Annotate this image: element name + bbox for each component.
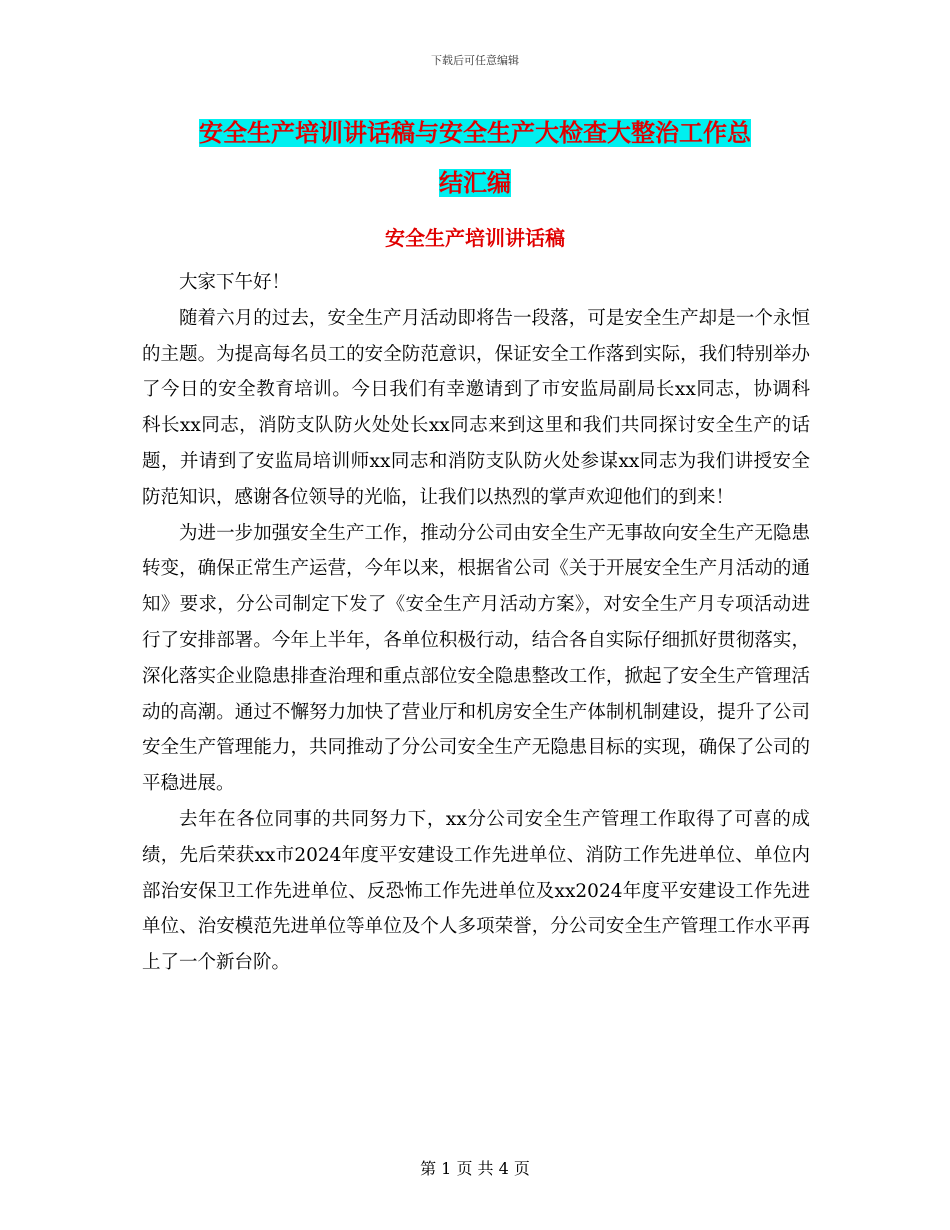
page-footer: 第 1 页 共 4 页 [420, 1159, 530, 1178]
document-title [140, 108, 810, 208]
section-title: 安全生产培训讲话稿 [385, 226, 565, 250]
page-header: 下载后可任意编辑 [431, 54, 519, 67]
document-title-line-1: 安全生产培训讲话稿与安全生产大检查大整治工作总 [199, 119, 751, 147]
document-body [142, 265, 810, 981]
paragraph: 随着六月的过去，安全生产月活动即将告一段落，可是安全生产却是一个永恒的主题。为提高每名员工的安全防范意识，保证安全工作落到实际，我们特别举办了今日的安全教育培训。今日我们有幸邀请到了市安监局副局长xx同志，协调科科长xx同志，消防支队防火处处长xx同志来到这里和我们共同探讨安全生产的话题，并请到了安监局培训师xx同志和消防支队防火处参谋xx同志为我们讲授安全防范知识，感谢各位领导的光临，让我们以热烈的掌声欢迎他们的到来！ [142, 307, 810, 508]
document-title-line-2: 结汇编 [439, 169, 511, 197]
paragraph-greeting: 大家下午好！ [179, 272, 291, 293]
paragraph: 为进一步加强安全生产工作，推动分公司由安全生产无事故向安全生产无隐患转变，确保正常生产运营，今年以来，根据省公司《关于开展安全生产月活动的通知》要求，分公司制定下发了《安全生产月活动方案》，对安全生产月专项活动进行了安排部署。今年上半年，各单位积极行动，结合各自实际仔细抓好贯彻落实，深化落实企业隐患排查治理和重点部位安全隐患整改工作，掀起了安全生产管理活动的高潮。通过不懈努力加快了营业厅和机房安全生产体制机制建设，提升了公司安全生产管理能力，共同推动了分公司安全生产无隐患目标的实现，确保了公司的平稳进展。 [142, 522, 810, 795]
paragraph: 去年在各位同事的共同努力下，xx分公司安全生产管理工作取得了可喜的成绩，先后荣获xx市2024年度平安建设工作先进单位、消防工作先进单位、单位内部治安保卫工作先进单位、反恐怖工作先进单位及xx2024年度平安建设工作先进单位、治安模范先进单位等单位及个人多项荣誉，分公司安全生产管理工作水平再上了一个新台阶。 [142, 808, 810, 974]
